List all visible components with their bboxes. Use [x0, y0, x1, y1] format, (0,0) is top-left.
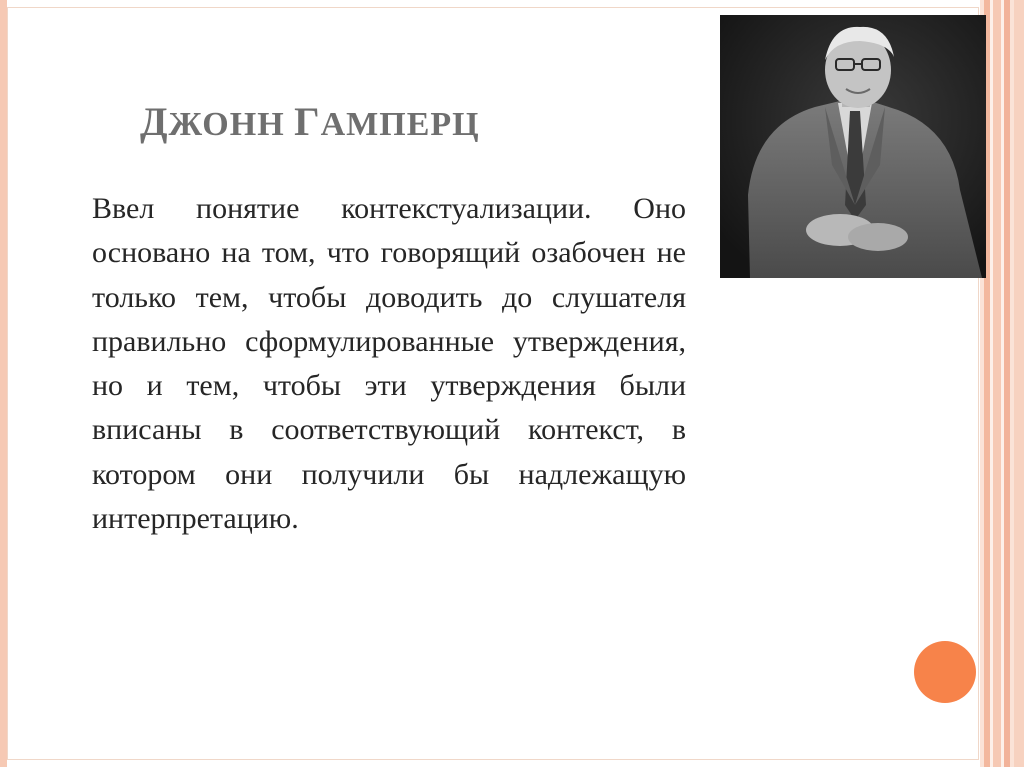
- portrait-photo: [720, 15, 986, 278]
- left-decor-stripe: [0, 0, 7, 767]
- right-decor-stripes: [980, 0, 1024, 767]
- slide-body-text: Ввел понятие контекстуализации. Оно основано на том, что говорящий озабочен не только тем, чтобы доводить до слушателя правильно сформулированные утверждения, но и тем, чтобы эти утверждения были вписаны в соответствующий контекст, в котором они получили бы надлежащую интерпретацию.: [92, 192, 686, 536]
- slide-title: ДЖОНН ГАМПЕРЦ: [140, 99, 480, 144]
- orange-circle-decor: [914, 641, 976, 703]
- portrait-photo-icon: [720, 15, 986, 278]
